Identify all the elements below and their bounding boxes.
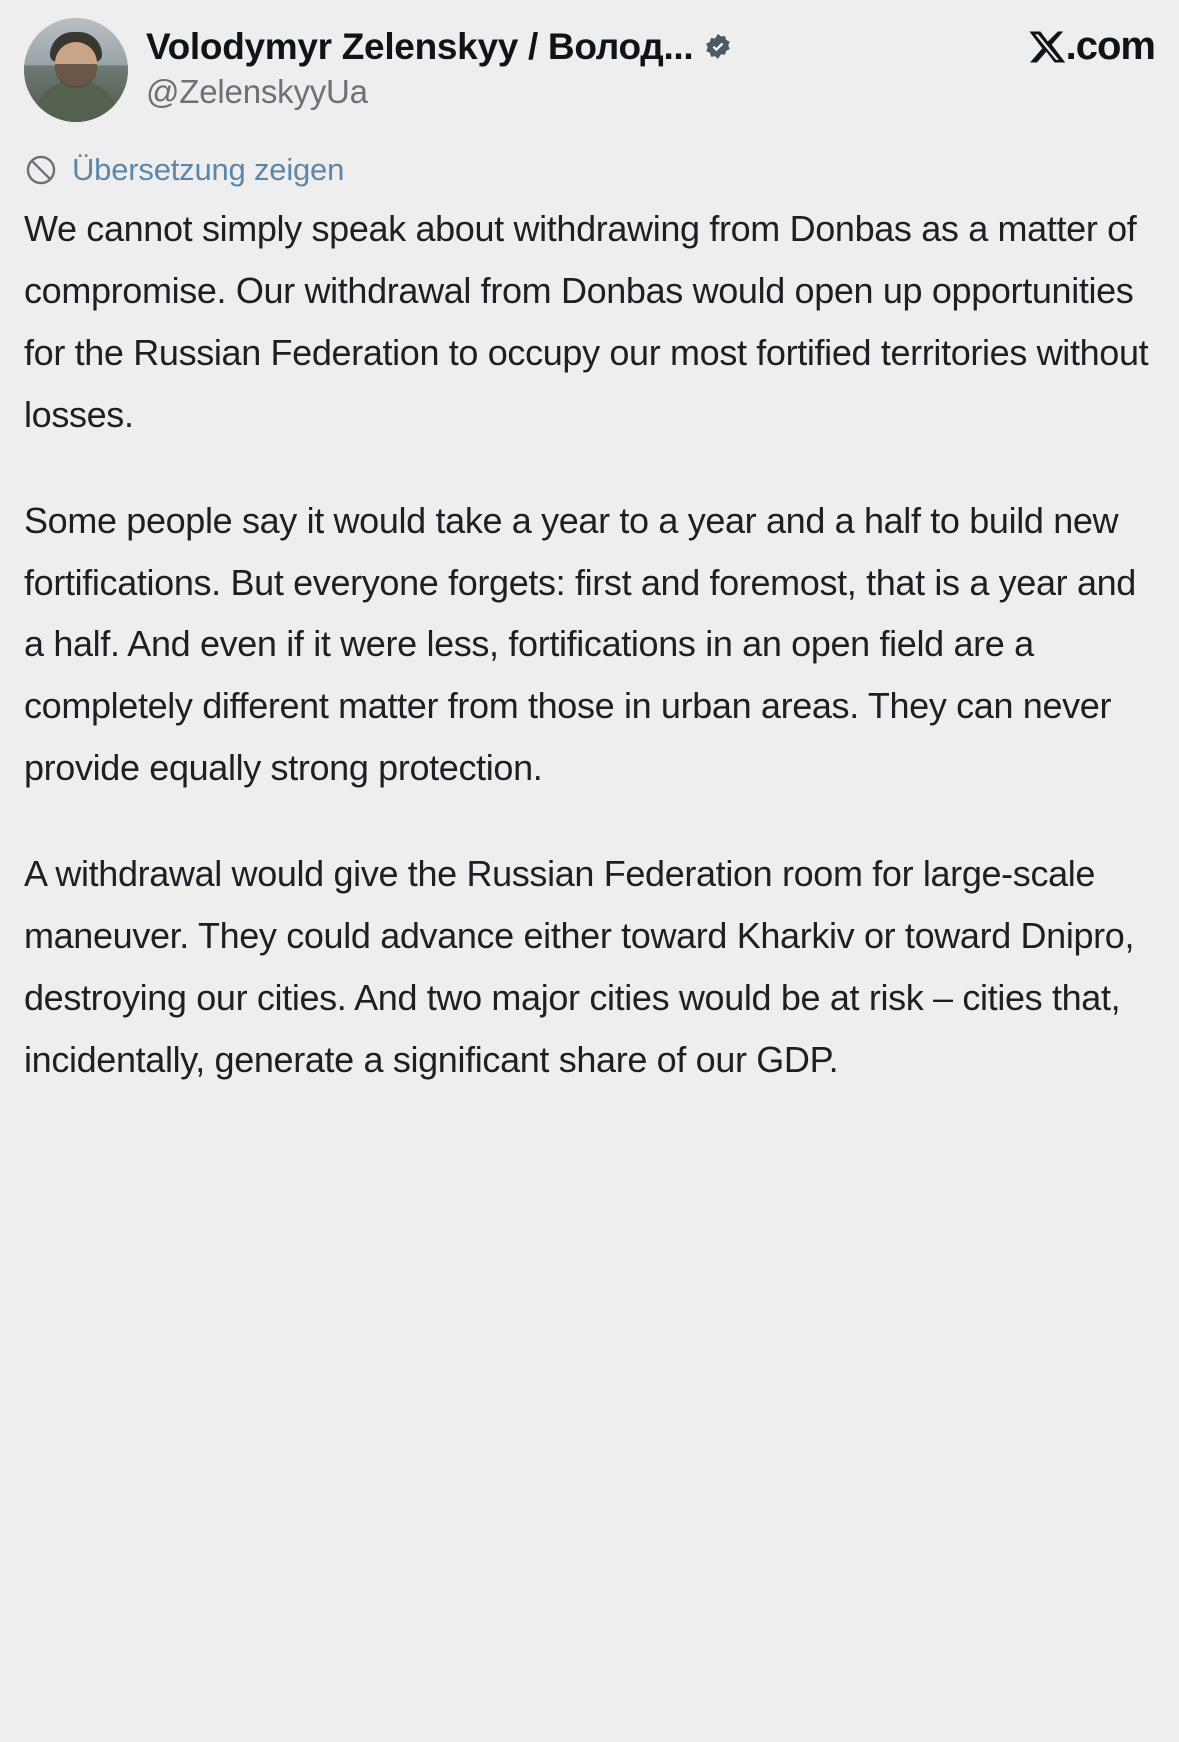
verified-badge-icon bbox=[703, 32, 733, 62]
x-logo-icon bbox=[1028, 27, 1066, 67]
profile-name-block bbox=[146, 18, 1155, 111]
tweet-header bbox=[24, 18, 1155, 136]
tweet-paragraph: Some people say it would take a year to a year and a half to build new fortifications. But everyone forgets: first and foremost, that is a year and a half. And even if it were less, fortifications in an open field are a completely different matter from those in urban areas. They can never provide equally strong protection. bbox=[24, 499, 1136, 789]
show-translation-row[interactable] bbox=[24, 136, 1155, 198]
x-com-source bbox=[1028, 24, 1155, 69]
x-com-label: .com bbox=[1065, 24, 1155, 68]
profile-handle[interactable]: @ZelenskyyUa bbox=[146, 73, 368, 110]
tweet-text bbox=[24, 198, 1155, 1111]
profile-name-row bbox=[146, 24, 1155, 69]
display-name[interactable]: Volodymyr Zelenskyy / Волод... bbox=[146, 25, 694, 67]
tweet-paragraph: We cannot simply speak about withdrawing from Donbas as a matter of compromise. Our withdrawal from Donbas would open up opportunities for the Russian Federation to occupy our most fortified territories without losses. bbox=[24, 208, 1149, 435]
translate-icon bbox=[24, 153, 58, 187]
tweet-paragraph: A withdrawal would give the Russian Federation room for large-scale maneuver. They could advance either toward Kharkiv or toward Dnipro, destroying our cities. And two major cities would be at risk – cities that, incidentally, generate a significant share of our GDP. bbox=[24, 853, 1135, 1080]
show-translation-label[interactable]: Übersetzung zeigen bbox=[72, 152, 345, 187]
avatar[interactable] bbox=[24, 18, 128, 122]
